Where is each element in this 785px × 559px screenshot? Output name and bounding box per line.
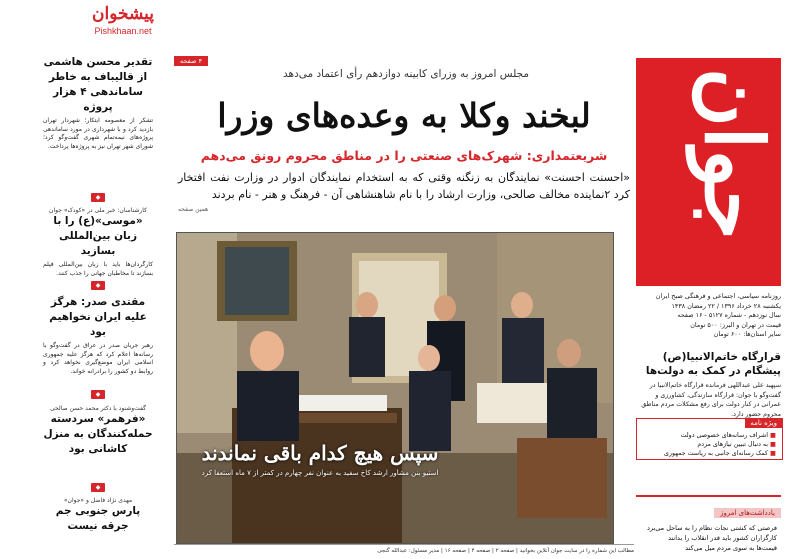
photo-caption-text: استیو بنن مشاور ارشد کاخ سفید به عنوان نفر چهارم در کمتر از ۷ ماه استعفا کرد <box>201 469 439 477</box>
masthead-info-line: یکشنبه ۲۸ خرداد ۱۳۹۶ / ۲۲ رمضان ۱۴۳۸ <box>671 301 781 310</box>
masthead-title: جوان <box>687 68 781 240</box>
masthead-info-line: سال نوزدهم - شماره ۵۱۲۷ - ۱۶ صفحه <box>677 311 781 319</box>
right-ticker-item[interactable]: فرصتی که کشتی نجات نظام را به ساحل می‌برد <box>646 524 777 532</box>
kicker: مجلس امروز به وزرای کابینه دوازدهم رأی اعتماد می‌دهد <box>283 68 529 80</box>
right-ticker-tab: یادداشت‌های امروز <box>714 508 781 518</box>
masthead-info-line: سایر استان‌ها: ۶۰۰ تومان <box>713 330 781 338</box>
left-column <box>43 55 153 555</box>
section-marker-icon: ◆ <box>91 193 105 202</box>
right-story-body: سپهبد علی عبداللهی فرمانده قرارگاه خاتم‌الانبیا در گفت‌وگو با جوان: قرارگاه سازندگی، کشاورزی و عمرانی در کنار دولت برای رفع مشکلات مردم مناطق محروم حضور دارد. <box>641 382 781 418</box>
masthead-info-line: روزنامه سیاسی، اجتماعی و فرهنگی صبح ایران <box>655 292 781 300</box>
section-marker-icon: ◆ <box>91 483 105 492</box>
left-story <box>43 55 153 151</box>
right-box-item[interactable]: ■ کمک رسانه‌ای جانبی به ریاست جمهوری <box>637 449 776 458</box>
right-ticker-item[interactable]: قیمت‌ها به سوی مردم میل می‌کند <box>685 544 777 552</box>
lead-photo-illustration <box>177 233 613 543</box>
site-logo-url: Pishkhaan.net <box>94 26 152 36</box>
masthead-info-line: قیمت در تهران و البرز: ۵۰۰ تومان <box>690 320 781 329</box>
lead-photo[interactable] <box>176 232 614 544</box>
left-story-headline[interactable]: مقتدی صدر: هرگز علیه ایران نخواهیم بود <box>49 296 147 338</box>
site-logo-name: پیشخوان <box>92 4 154 24</box>
left-story-supertitle: گفت‌وشنود با دکتر محمد حسن صالحی <box>50 405 146 412</box>
main-headline[interactable]: لبخند وکلا به وعده‌های وزرا <box>217 96 591 135</box>
left-story <box>43 207 153 278</box>
left-story-supertitle: کارشناسان: خبر ملی در «کودک» جوان <box>49 207 147 214</box>
right-story-headline[interactable]: قرارگاه خاتم‌الانبیا(ص) پیشگام در کمک به دولت‌ها <box>645 351 781 377</box>
site-logo <box>88 2 158 36</box>
left-story <box>43 497 153 534</box>
masthead-info <box>636 292 781 340</box>
left-story <box>43 295 153 376</box>
right-box <box>636 418 783 460</box>
right-ticker-item[interactable]: کارگزاران کشور باید قدر انقلاب را بدانند <box>668 534 777 542</box>
photo-caption <box>200 441 440 478</box>
right-box-tab: ویژه نامه <box>745 418 782 428</box>
left-story-body: تشکر از معصومه ابتکار؛ شهردار تهران بازدید کرد و با شهرداری در مورد ساماندهی پروژه‌های نیمه‌تمام شهری گفت‌وگو کرد؛ شورای شهر تهران نیز به پروژه‌ها پرداخت. <box>43 117 153 150</box>
edition-badge: ۴ صفحه <box>174 56 208 66</box>
section-marker-icon: ◆ <box>91 281 105 290</box>
left-story-headline[interactable]: پارس جنوبی جم جرقه نیست <box>55 505 141 532</box>
left-story-body: کارگردان‌ها باید با زبان بین‌المللی فیلم بسازند تا مخاطبان جهانی را جذب کنند. <box>43 261 153 277</box>
left-story-headline[interactable]: «موسی»(ع) را با زبان بین‌المللی بسازید <box>53 215 143 257</box>
right-story <box>636 350 781 419</box>
left-story-headline[interactable]: تقدیر محسن هاشمی از قالیباف به خاطر ساماندهی ۴ هزار پروژه <box>43 56 153 113</box>
left-story-supertitle: مهدی نژاد فاضل و «جوان» <box>63 497 133 504</box>
left-story-body: رهبر جریان صدر در عراق در گفت‌وگو با رسانه‌ها اعلام کرد که هرگز علیه جمهوری اسلامی ایران موضع‌گیری نخواهد کرد و روابط دو کشور را برادرانه خواند. <box>43 342 153 375</box>
right-box-item[interactable]: ■ اشراف رسانه‌های خصوصی دولت <box>637 431 776 440</box>
byline: همین صفحه <box>178 206 209 213</box>
right-ticker <box>636 495 781 553</box>
left-story <box>43 405 153 457</box>
right-box-item[interactable]: ■ به دنبال تبیین نیازهای مردم <box>637 440 776 449</box>
subhead[interactable]: شریعتمداری: شهرک‌های صنعتی را در مناطق محروم رونق می‌دهم <box>200 148 608 163</box>
left-story-headline[interactable]: «فرهمر» سردسته حمله‌کنندگان به منزل کاشانی بود <box>43 413 153 455</box>
section-marker-icon: ◆ <box>91 390 105 399</box>
photo-caption-headline[interactable]: سپس هیچ کدام باقی نماندند <box>201 441 439 465</box>
right-box-list <box>637 431 776 458</box>
right-ticker-list <box>636 523 777 553</box>
footer-strip: مطالب این شماره را در سایت جوان آنلاین بخوانید | صفحه ۲ | صفحه ۴ | صفحه ۱۶ | مدیر مسئول: عبدالله گنجی <box>174 544 634 558</box>
lede: «احسنت احسنت» نمایندگان به زنگنه وقتی که به استخدام نمایندگان ادوار در وزارت نفت افتخار کرد ۲نماینده مخالف صالحی، وزارت ارشاد را با نام شاهنشاهی آن - فرهنگ و هنر - نام بردند <box>178 171 630 201</box>
masthead <box>636 58 781 286</box>
